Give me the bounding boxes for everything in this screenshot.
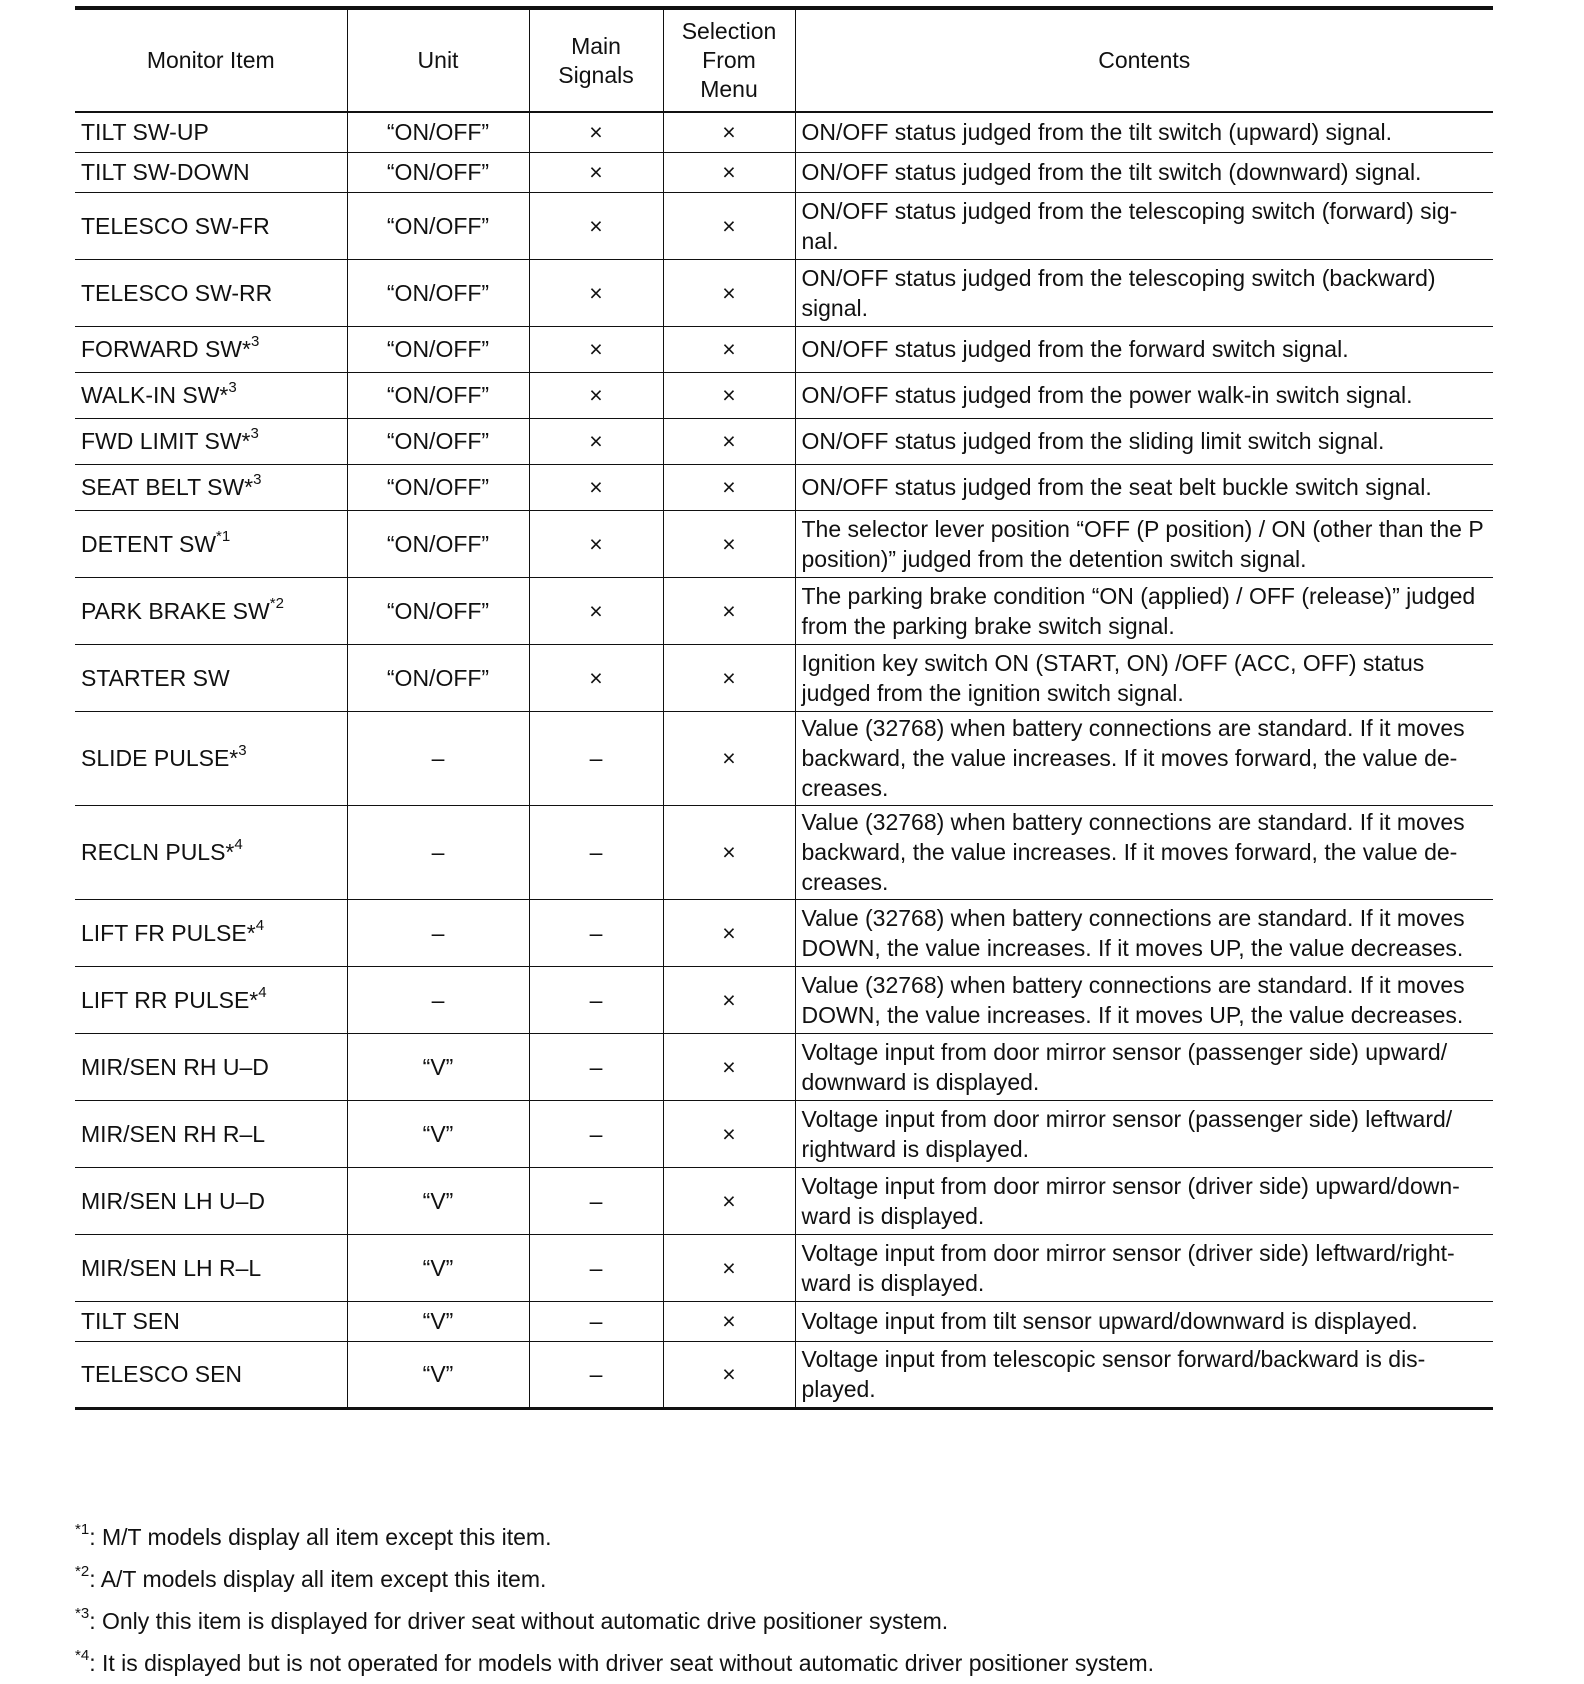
cell-monitor-item <box>75 1100 347 1167</box>
cell-contents: ON/OFF status judged from the power walk-in switch signal. <box>795 372 1493 418</box>
cell-selection-from-menu: × <box>663 112 795 152</box>
cell-contents: Voltage input from telescopic sensor forward/backward is dis-played. <box>795 1341 1493 1408</box>
cell-main-signals: × <box>529 326 663 372</box>
table-body <box>75 112 1493 1408</box>
cell-main-signals: – <box>529 1301 663 1341</box>
footnote-text: : It is displayed but is not operated for models with driver seat without automatic driver positioner system. <box>89 1650 1155 1676</box>
cell-unit: “V” <box>347 1341 529 1408</box>
cell-selection-from-menu: × <box>663 372 795 418</box>
monitor-item-label: TILT SEN <box>81 1308 180 1334</box>
cell-monitor-item <box>75 1234 347 1301</box>
cell-selection-from-menu: × <box>663 464 795 510</box>
table-row <box>75 805 1493 899</box>
cell-contents: ON/OFF status judged from the tilt switch (upward) signal. <box>795 112 1493 152</box>
header-selection-line1: Selection <box>681 18 777 44</box>
cell-selection-from-menu: × <box>663 418 795 464</box>
header-monitor-item: Monitor Item <box>75 8 347 112</box>
cell-selection-from-menu: × <box>663 1301 795 1341</box>
cell-main-signals: × <box>529 192 663 259</box>
header-selection-line2: From <box>702 47 756 73</box>
cell-unit: “V” <box>347 1033 529 1100</box>
table-row <box>75 1301 1493 1341</box>
cell-selection-from-menu: × <box>663 192 795 259</box>
footnote-marker: *1 <box>216 527 231 545</box>
cell-unit: “ON/OFF” <box>347 192 529 259</box>
cell-unit: “ON/OFF” <box>347 326 529 372</box>
cell-unit: “ON/OFF” <box>347 577 529 644</box>
cell-unit: “ON/OFF” <box>347 372 529 418</box>
cell-unit: “V” <box>347 1167 529 1234</box>
cell-main-signals: × <box>529 577 663 644</box>
cell-contents: Value (32768) when battery connections are standard. If it moves backward, the value increases. If it moves forward, the value de-creases. <box>795 805 1493 899</box>
cell-main-signals: × <box>529 510 663 577</box>
cell-main-signals: – <box>529 711 663 805</box>
table-row <box>75 1234 1493 1301</box>
footnote-mark: *3 <box>75 1605 90 1623</box>
footnote-marker: 4 <box>234 836 243 854</box>
cell-monitor-item <box>75 372 347 418</box>
monitor-item-label: MIR/SEN RH U–D <box>81 1053 269 1080</box>
table-row <box>75 510 1493 577</box>
footnote-mark: *2 <box>75 1563 90 1581</box>
monitor-item-label: MIR/SEN LH R–L <box>81 1254 262 1281</box>
cell-selection-from-menu: × <box>663 711 795 805</box>
cell-monitor-item <box>75 577 347 644</box>
footnote <box>75 1558 1493 1600</box>
cell-selection-from-menu: × <box>663 1341 795 1408</box>
cell-selection-from-menu: × <box>663 1033 795 1100</box>
cell-unit: “ON/OFF” <box>347 152 529 192</box>
cell-main-signals: – <box>529 1033 663 1100</box>
cell-selection-from-menu: × <box>663 1167 795 1234</box>
cell-unit: – <box>347 899 529 966</box>
table-row <box>75 711 1493 805</box>
cell-unit: – <box>347 966 529 1033</box>
cell-main-signals: × <box>529 152 663 192</box>
cell-contents: ON/OFF status judged from the tilt switch (downward) signal. <box>795 152 1493 192</box>
cell-contents: Voltage input from door mirror sensor (passenger side) upward/ downward is displayed. <box>795 1033 1493 1100</box>
header-selection-line3: Menu <box>700 76 758 102</box>
table-row <box>75 1100 1493 1167</box>
cell-main-signals: – <box>529 1234 663 1301</box>
table-row <box>75 1167 1493 1234</box>
cell-monitor-item <box>75 711 347 805</box>
monitor-item-label: TELESCO SW-RR <box>81 279 273 306</box>
cell-unit: “ON/OFF” <box>347 510 529 577</box>
table-row <box>75 192 1493 259</box>
cell-monitor-item <box>75 1033 347 1100</box>
cell-contents: Voltage input from door mirror sensor (driver side) leftward/right-ward is displayed. <box>795 1234 1493 1301</box>
monitor-item-label: TELESCO SW-FR <box>81 212 270 239</box>
footnote-mark: *1 <box>75 1521 90 1539</box>
cell-contents: Voltage input from tilt sensor upward/downward is displayed. <box>795 1301 1493 1341</box>
table-row <box>75 259 1493 326</box>
cell-monitor-item <box>75 1167 347 1234</box>
monitor-item-label: MIR/SEN RH R–L <box>81 1120 266 1147</box>
monitor-item-label: RECLN PULS* <box>81 839 235 865</box>
cell-unit: – <box>347 711 529 805</box>
cell-selection-from-menu: × <box>663 326 795 372</box>
monitor-item-table <box>75 6 1493 1410</box>
cell-monitor-item <box>75 192 347 259</box>
footnote <box>75 1642 1493 1684</box>
header-main-signals <box>529 8 663 112</box>
cell-monitor-item <box>75 1341 347 1408</box>
cell-main-signals: – <box>529 966 663 1033</box>
cell-selection-from-menu: × <box>663 1100 795 1167</box>
monitor-item-label: FWD LIMIT SW* <box>81 428 251 454</box>
cell-unit: “ON/OFF” <box>347 418 529 464</box>
header-contents: Contents <box>795 8 1493 112</box>
cell-selection-from-menu: × <box>663 805 795 899</box>
monitor-item-label: SLIDE PULSE* <box>81 745 239 771</box>
monitor-item-label: DETENT SW <box>81 530 217 557</box>
table-row <box>75 326 1493 372</box>
cell-main-signals: – <box>529 1167 663 1234</box>
table-row <box>75 644 1493 711</box>
cell-unit: “V” <box>347 1301 529 1341</box>
cell-selection-from-menu: × <box>663 152 795 192</box>
cell-monitor-item <box>75 644 347 711</box>
footnote-marker: *2 <box>269 594 284 612</box>
footnote-text: : A/T models display all item except this item. <box>89 1566 547 1592</box>
table-row <box>75 1341 1493 1408</box>
cell-selection-from-menu: × <box>663 966 795 1033</box>
footnote <box>75 1600 1493 1642</box>
cell-main-signals: × <box>529 259 663 326</box>
cell-monitor-item <box>75 899 347 966</box>
cell-monitor-item <box>75 112 347 152</box>
cell-monitor-item <box>75 418 347 464</box>
table-row <box>75 577 1493 644</box>
cell-monitor-item <box>75 805 347 899</box>
footnote-mark: *4 <box>75 1647 90 1665</box>
footnote-text: : Only this item is displayed for driver seat without automatic drive positioner system. <box>89 1608 949 1634</box>
cell-main-signals: – <box>529 805 663 899</box>
footnote-marker: 4 <box>258 983 267 1001</box>
monitor-item-label: PARK BRAKE SW <box>81 597 270 624</box>
monitor-item-label: WALK-IN SW* <box>81 382 229 408</box>
monitor-item-label: SEAT BELT SW* <box>81 474 254 500</box>
cell-main-signals: × <box>529 418 663 464</box>
footnote-marker: 3 <box>250 333 260 351</box>
cell-main-signals: × <box>529 644 663 711</box>
cell-selection-from-menu: × <box>663 1234 795 1301</box>
table-row <box>75 112 1493 152</box>
cell-contents: Ignition key switch ON (START, ON) /OFF (ACC, OFF) status judged from the ignition switch signal. <box>795 644 1493 711</box>
table-header <box>75 8 1493 112</box>
cell-monitor-item <box>75 152 347 192</box>
header-main-signals-line2: Signals <box>558 61 634 88</box>
table-row <box>75 464 1493 510</box>
cell-selection-from-menu: × <box>663 577 795 644</box>
cell-contents: ON/OFF status judged from the telescoping switch (backward) signal. <box>795 259 1493 326</box>
cell-main-signals: × <box>529 372 663 418</box>
cell-contents: The selector lever position “OFF (P position) / ON (other than the P position)” judged from the detention switch signal. <box>795 510 1493 577</box>
cell-unit: “ON/OFF” <box>347 259 529 326</box>
footnote-marker: 3 <box>250 425 259 443</box>
footnote-marker: 3 <box>253 471 262 489</box>
table-row <box>75 1033 1493 1100</box>
footnote-marker: 4 <box>255 916 265 934</box>
cell-unit: – <box>347 805 529 899</box>
cell-main-signals: × <box>529 464 663 510</box>
cell-contents: Voltage input from door mirror sensor (passenger side) leftward/ rightward is displayed. <box>795 1100 1493 1167</box>
cell-main-signals: – <box>529 899 663 966</box>
cell-contents: Value (32768) when battery connections are standard. If it moves DOWN, the value increases. If it moves UP, the value decreases. <box>795 899 1493 966</box>
cell-main-signals: – <box>529 1341 663 1408</box>
cell-monitor-item <box>75 259 347 326</box>
cell-main-signals: – <box>529 1100 663 1167</box>
cell-monitor-item <box>75 510 347 577</box>
table-row <box>75 372 1493 418</box>
cell-contents: ON/OFF status judged from the seat belt buckle switch signal. <box>795 464 1493 510</box>
cell-unit: “ON/OFF” <box>347 112 529 152</box>
monitor-item-label: LIFT FR PULSE* <box>81 919 256 946</box>
cell-selection-from-menu: × <box>663 510 795 577</box>
table-row <box>75 418 1493 464</box>
table-row <box>75 899 1493 966</box>
monitor-item-label: TILT SW-DOWN <box>81 159 250 185</box>
monitor-item-label: LIFT RR PULSE* <box>81 986 259 1013</box>
cell-unit: “ON/OFF” <box>347 644 529 711</box>
table-row <box>75 152 1493 192</box>
header-selection-from-menu <box>663 8 795 112</box>
monitor-item-label: STARTER SW <box>81 664 230 691</box>
header-main-signals-line1: Main <box>571 32 621 59</box>
cell-monitor-item <box>75 326 347 372</box>
monitor-item-label: TILT SW-UP <box>81 119 209 146</box>
monitor-item-label: FORWARD SW* <box>81 336 251 362</box>
footnote <box>75 1516 1493 1558</box>
cell-monitor-item <box>75 1301 347 1341</box>
cell-contents: ON/OFF status judged from the sliding limit switch signal. <box>795 418 1493 464</box>
footnote-text: : M/T models display all item except this item. <box>89 1524 552 1550</box>
cell-contents: ON/OFF status judged from the forward switch signal. <box>795 326 1493 372</box>
table-row <box>75 966 1493 1033</box>
cell-selection-from-menu: × <box>663 259 795 326</box>
cell-unit: “V” <box>347 1100 529 1167</box>
cell-selection-from-menu: × <box>663 644 795 711</box>
footnotes <box>75 1516 1493 1684</box>
monitor-item-label: TELESCO SEN <box>81 1361 243 1387</box>
cell-selection-from-menu: × <box>663 899 795 966</box>
cell-unit: “ON/OFF” <box>347 464 529 510</box>
cell-main-signals: × <box>529 112 663 152</box>
header-unit: Unit <box>347 8 529 112</box>
monitor-table-container <box>75 6 1493 1410</box>
footnote-marker: 3 <box>228 379 237 397</box>
cell-contents: Value (32768) when battery connections are standard. If it moves backward, the value increases. If it moves forward, the value de-creases. <box>795 711 1493 805</box>
cell-contents: Value (32768) when battery connections are standard. If it moves DOWN, the value increases. If it moves UP, the value decreases. <box>795 966 1493 1033</box>
header-row <box>75 8 1493 112</box>
monitor-item-label: MIR/SEN LH U–D <box>81 1187 266 1214</box>
cell-contents: The parking brake condition “ON (applied) / OFF (release)” judged from the parking brake switch signal. <box>795 577 1493 644</box>
cell-monitor-item <box>75 966 347 1033</box>
cell-monitor-item <box>75 464 347 510</box>
cell-contents: ON/OFF status judged from the telescoping switch (forward) sig-nal. <box>795 192 1493 259</box>
footnote-marker: 3 <box>238 742 247 760</box>
cell-contents: Voltage input from door mirror sensor (driver side) upward/down-ward is displayed. <box>795 1167 1493 1234</box>
cell-unit: “V” <box>347 1234 529 1301</box>
